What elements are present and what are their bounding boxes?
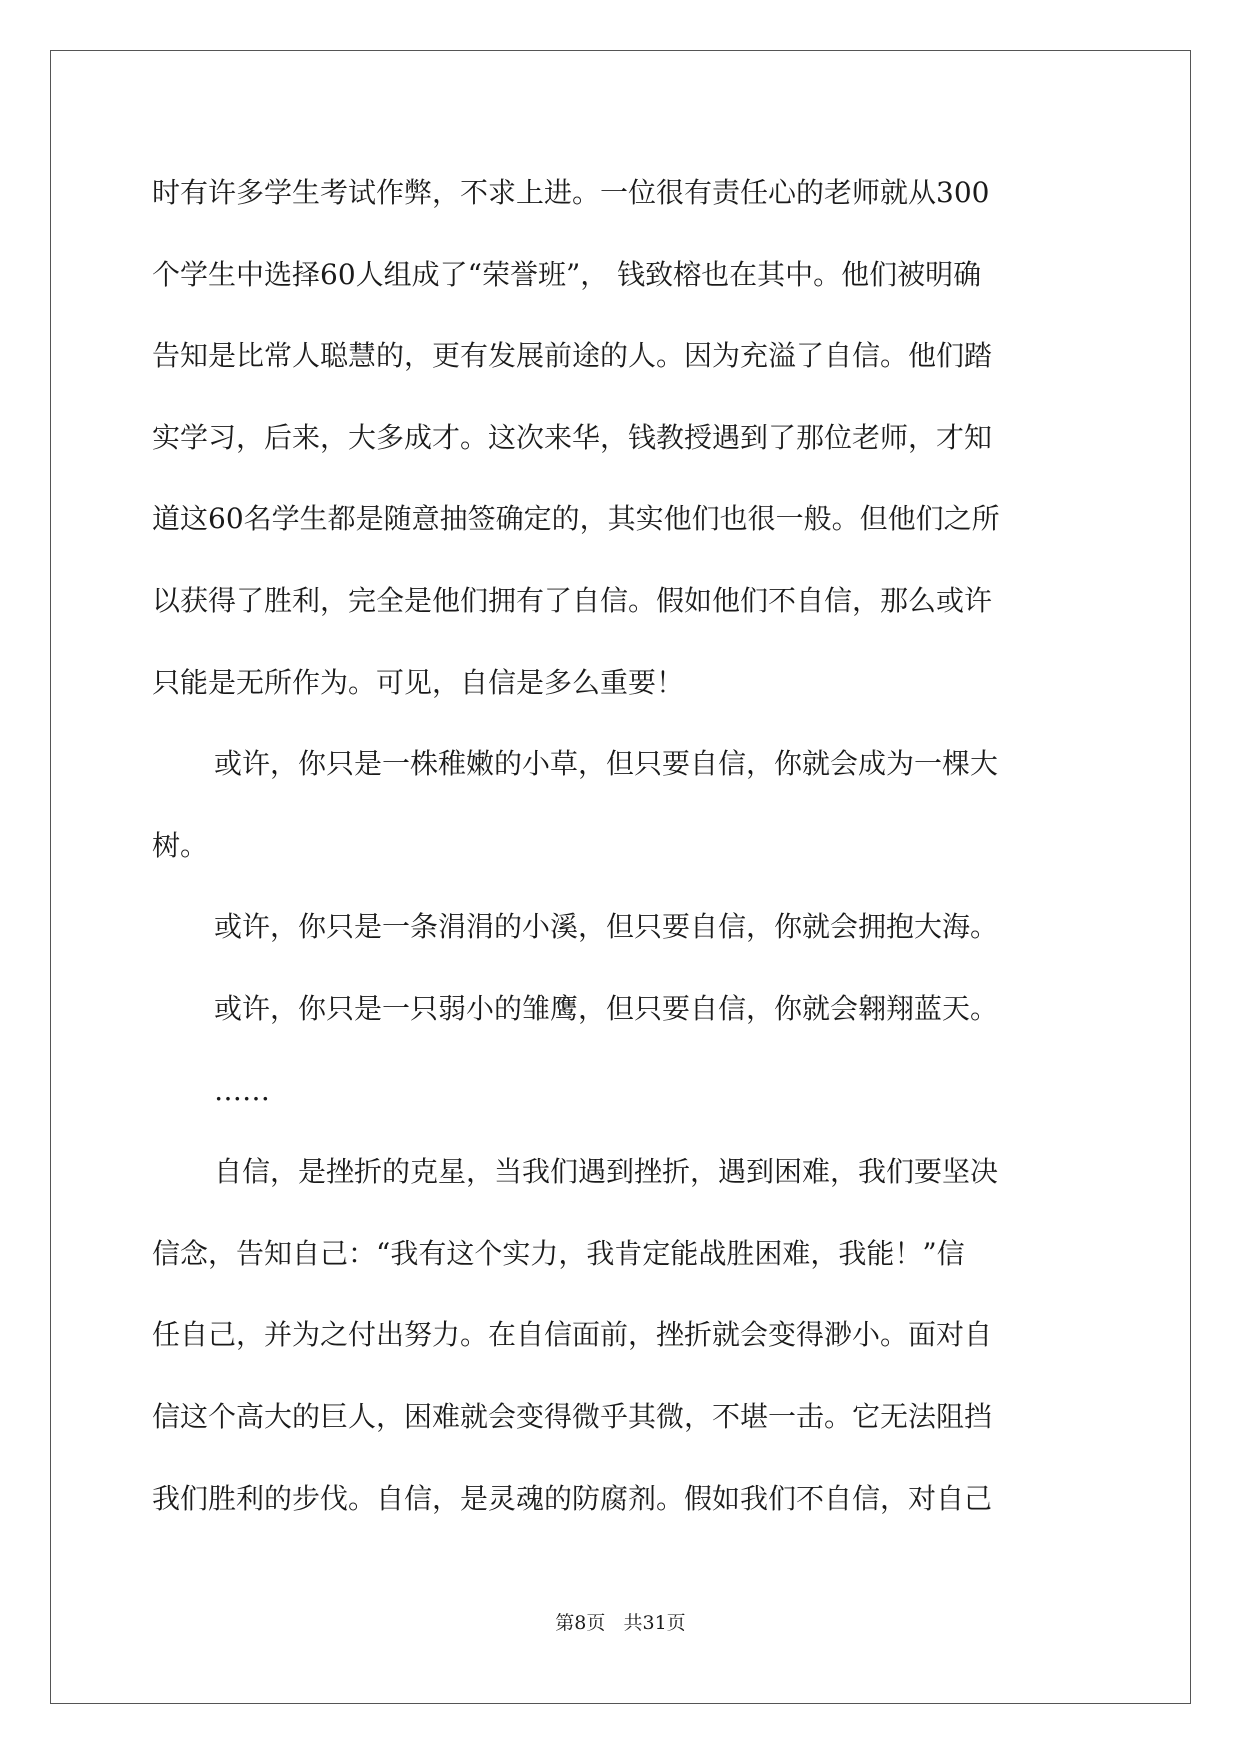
text-line: 以获得了胜利，完全是他们拥有了自信。假如他们不自信，那么或许: [152, 583, 993, 617]
text-line: 树。: [152, 828, 209, 862]
text-line: 自信，是挫折的克星，当我们遇到挫折，遇到困难，我们要坚决: [214, 1155, 999, 1189]
text-line: 实学习，后来，大多成才。这次来华，钱教授遇到了那位老师，才知: [152, 420, 993, 454]
text-line: 只能是无所作为。可见，自信是多么重要！: [152, 665, 685, 699]
text-line: 时有许多学生考试作弊，不求上进。一位很有责任心的老师就从300: [152, 176, 990, 209]
text-line: 或许，你只是一只弱小的雏鹰，但只要自信，你就会翱翔蓝天。: [214, 991, 999, 1025]
text-line: 或许，你只是一条涓涓的小溪，但只要自信，你就会拥抱大海。: [214, 910, 999, 944]
text-line: 个学生中选择60人组成了“荣誉班”， 钱致榕也在其中。他们被明确: [152, 257, 982, 291]
document-body: [152, 163, 1098, 1550]
text-line: ……: [214, 1073, 270, 1107]
text-line: 告知是比常人聪慧的，更有发展前途的人。因为充溢了自信。他们踏: [152, 339, 993, 373]
text-line: 任自己，并为之付出努力。在自信面前，挫折就会变得渺小。面对自: [152, 1318, 993, 1352]
text-line: 道这60名学生都是随意抽签确定的，其实他们也很一般。但他们之所: [152, 502, 1000, 536]
page-number-footer: 第8页 共31页: [555, 1612, 686, 1634]
text-line: 信这个高大的巨人，困难就会变得微乎其微，不堪一击。它无法阻挡: [152, 1399, 993, 1433]
text-line: 信念，告知自己：“我有这个实力，我肯定能战胜困难，我能！”信: [152, 1236, 965, 1270]
text-line: 我们胜利的步伐。自信，是灵魂的防腐剂。假如我们不自信，对自己: [152, 1481, 993, 1515]
text-line: 或许，你只是一株稚嫩的小草，但只要自信，你就会成为一棵大: [214, 747, 999, 781]
